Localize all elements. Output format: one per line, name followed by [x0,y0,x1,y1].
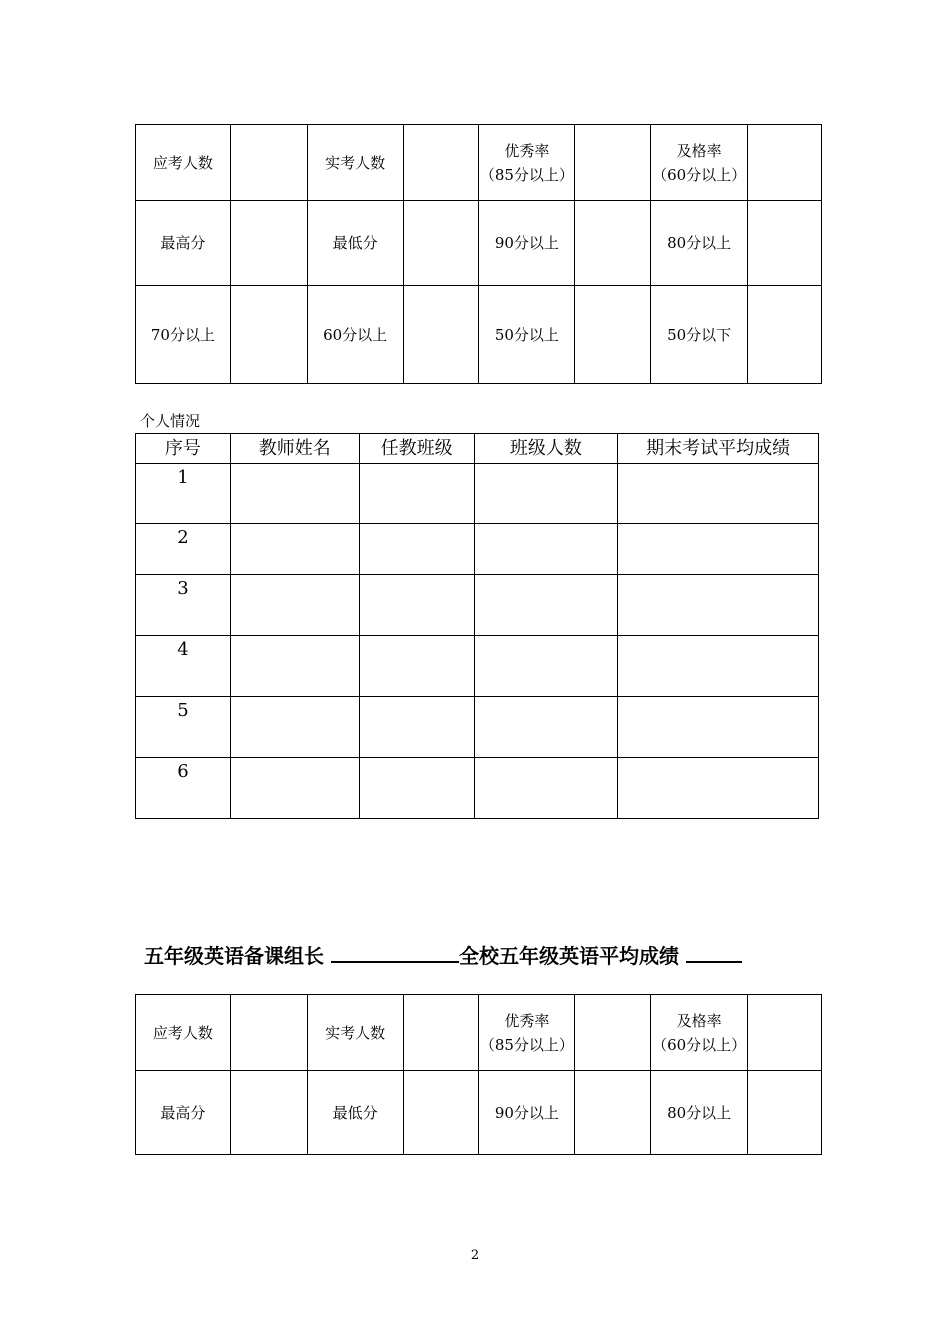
entry-cell[interactable] [618,697,819,758]
cell: 60分以上 [307,286,403,384]
value-cell[interactable] [748,995,822,1071]
row-number: 3 [136,575,231,636]
cell: 及格率 （60分以上） [651,125,748,201]
cell: 实考人数 [307,125,403,201]
entry-cell[interactable] [474,575,618,636]
entry-cell[interactable] [230,758,359,819]
row-number: 6 [136,758,231,819]
stats-table-2 [135,994,822,1155]
entry-cell[interactable] [359,524,474,575]
cell: 最高分 [136,1071,231,1155]
value-cell[interactable] [230,1071,307,1155]
entry-cell[interactable] [618,524,819,575]
personal-table [135,433,819,819]
value-cell[interactable] [230,286,307,384]
value-cell[interactable] [748,125,822,201]
header-cell: 期末考试平均成绩 [618,434,819,464]
value-cell[interactable] [748,286,822,384]
average-blank[interactable] [686,941,742,963]
value-cell[interactable] [748,201,822,286]
value-cell[interactable] [230,201,307,286]
value-cell[interactable] [403,125,479,201]
cell: 应考人数 [136,995,231,1071]
value-cell[interactable] [403,995,479,1071]
entry-cell[interactable] [618,464,819,524]
average-label: 全校五年级英语平均成绩 [458,944,679,968]
entry-cell[interactable] [230,575,359,636]
entry-cell[interactable] [230,636,359,697]
cell: 应考人数 [136,125,231,201]
value-cell[interactable] [748,1071,822,1155]
cell: 及格率 （60分以上） [651,995,748,1071]
cell: 70分以上 [136,286,231,384]
entry-cell[interactable] [359,464,474,524]
value-cell[interactable] [575,286,651,384]
cell: 50分以下 [651,286,748,384]
value-cell[interactable] [575,995,651,1071]
row-number: 1 [136,464,231,524]
entry-cell[interactable] [618,575,819,636]
cell: 90分以上 [479,1071,575,1155]
cell: 优秀率 （85分以上） [479,125,575,201]
row-number: 5 [136,697,231,758]
entry-cell[interactable] [230,524,359,575]
value-cell[interactable] [403,1071,479,1155]
header-cell: 序号 [136,434,231,464]
entry-cell[interactable] [230,697,359,758]
entry-cell[interactable] [474,636,618,697]
leader-blank[interactable] [331,941,459,963]
entry-cell[interactable] [474,697,618,758]
entry-cell[interactable] [359,697,474,758]
row-number: 2 [136,524,231,575]
entry-cell[interactable] [618,636,819,697]
header-cell: 班级人数 [474,434,618,464]
cell: 80分以上 [651,1071,748,1155]
value-cell[interactable] [403,286,479,384]
value-cell[interactable] [403,201,479,286]
cell: 50分以上 [479,286,575,384]
value-cell[interactable] [575,1071,651,1155]
entry-cell[interactable] [230,464,359,524]
grade5-heading [144,940,742,969]
value-cell[interactable] [230,995,307,1071]
cell: 优秀率 （85分以上） [479,995,575,1071]
cell: 80分以上 [651,201,748,286]
entry-cell[interactable] [474,464,618,524]
entry-cell[interactable] [474,758,618,819]
cell: 最低分 [307,1071,403,1155]
entry-cell[interactable] [359,758,474,819]
cell: 最高分 [136,201,231,286]
entry-cell[interactable] [618,758,819,819]
cell: 90分以上 [479,201,575,286]
header-cell: 教师姓名 [230,434,359,464]
stats-table-1 [135,124,822,384]
page-number: 2 [470,1248,480,1263]
leader-label: 五年级英语备课组长 [144,944,324,968]
value-cell[interactable] [575,125,651,201]
cell: 实考人数 [307,995,403,1071]
personal-caption: 个人情况 [140,412,201,430]
row-number: 4 [136,636,231,697]
entry-cell[interactable] [359,636,474,697]
cell: 最低分 [307,201,403,286]
value-cell[interactable] [230,125,307,201]
value-cell[interactable] [575,201,651,286]
entry-cell[interactable] [474,524,618,575]
entry-cell[interactable] [359,575,474,636]
header-cell: 任教班级 [359,434,474,464]
